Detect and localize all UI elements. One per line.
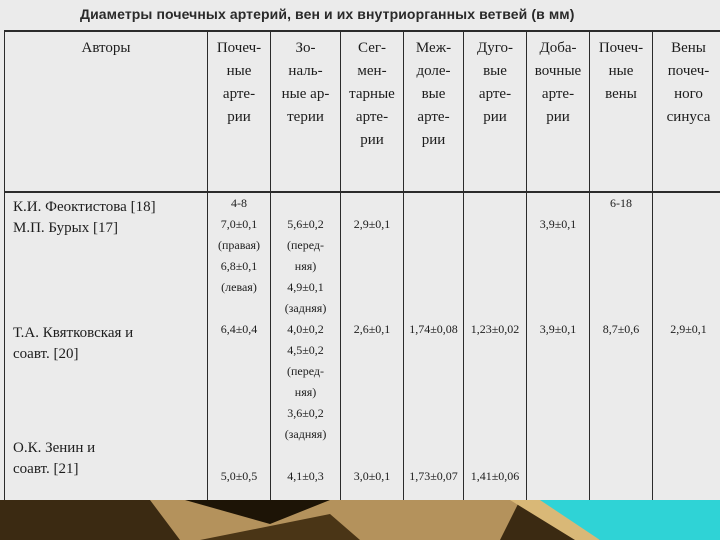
header-accessory-arteries xyxy=(527,31,590,192)
diameter-table xyxy=(4,30,720,500)
table-body-row xyxy=(5,192,720,500)
cell-value xyxy=(527,256,589,277)
cell-value xyxy=(590,403,652,424)
cell-value: 6-18 xyxy=(610,196,632,210)
header-line: мен- xyxy=(357,63,387,79)
cell-value xyxy=(590,256,652,277)
cell-value: 4,0±0,2 xyxy=(287,322,324,336)
cell-value xyxy=(404,214,463,235)
cell-value: 6,4±0,4 xyxy=(220,322,258,336)
cell-value xyxy=(590,235,652,256)
author-name: О.К. Зенин и xyxy=(13,440,96,456)
cell-value xyxy=(404,403,463,424)
cell-value xyxy=(208,403,270,424)
header-line: наль- xyxy=(288,63,323,79)
cell-value xyxy=(653,256,720,277)
header-line: терии xyxy=(287,109,324,125)
zonal-arteries-cell xyxy=(271,192,341,500)
header-line: Дуго- xyxy=(476,40,513,56)
cell-value xyxy=(208,361,270,382)
cell-value xyxy=(208,298,270,319)
header-arcuate-arteries xyxy=(464,31,527,192)
cell-value xyxy=(464,256,526,277)
cell-value xyxy=(527,298,589,319)
cell-value: 1,74±0,08 xyxy=(409,322,458,336)
header-line: почеч- xyxy=(667,63,710,79)
footer-swoosh-graphic xyxy=(0,500,720,540)
cell-value xyxy=(527,235,589,256)
author-name: соавт. [20] xyxy=(13,346,79,362)
cell-value xyxy=(653,445,720,466)
header-line: Зо- xyxy=(295,40,316,56)
header-line: вые xyxy=(421,86,446,102)
cell-value xyxy=(271,193,340,214)
header-line: вые xyxy=(483,63,507,79)
header-line: ного xyxy=(674,86,703,102)
cell-value xyxy=(404,340,463,361)
header-line: синуса xyxy=(666,109,711,125)
cell-value xyxy=(653,466,720,487)
cell-value: няя) xyxy=(294,259,317,273)
cell-value xyxy=(404,424,463,445)
cell-value: 5,0±0,5 xyxy=(220,469,258,483)
cell-value xyxy=(653,235,720,256)
cell-value xyxy=(464,214,526,235)
header-line: тарные xyxy=(349,86,395,102)
cell-value xyxy=(590,361,652,382)
cell-value xyxy=(590,340,652,361)
cell-value xyxy=(404,277,463,298)
cell-value xyxy=(590,382,652,403)
header-line: вочные xyxy=(534,63,582,79)
table-title: Диаметры почечных артерий, вен и их внутриорганных ветвей (в мм) xyxy=(80,6,575,22)
cell-value xyxy=(341,235,403,256)
cell-value xyxy=(208,340,270,361)
cell-value: (перед- xyxy=(286,364,324,378)
cell-value xyxy=(341,277,403,298)
cell-value xyxy=(590,214,652,235)
cell-value xyxy=(341,424,403,445)
cell-value: (перед- xyxy=(286,238,324,252)
cell-value: 4-8 xyxy=(231,196,247,210)
cell-value: 5,6±0,2 xyxy=(287,217,324,231)
header-line: арте- xyxy=(355,109,389,125)
cell-value xyxy=(653,340,720,361)
cell-value xyxy=(341,193,403,214)
arcuate-arteries-cell xyxy=(464,192,527,500)
cell-value: 2,6±0,1 xyxy=(353,322,391,336)
header-line: рии xyxy=(546,109,570,125)
header-line: вены xyxy=(605,86,637,102)
author-name: Т.А. Квятковская и xyxy=(13,325,134,341)
accessory-arteries-cell xyxy=(527,192,590,500)
cell-value: (левая) xyxy=(221,280,257,294)
cell-value xyxy=(271,445,340,466)
cell-value xyxy=(464,403,526,424)
header-line: арте- xyxy=(541,86,575,102)
cell-value xyxy=(590,445,652,466)
author-group-feoktistova-burykh xyxy=(13,197,156,239)
header-line: рии xyxy=(483,109,507,125)
cell-value xyxy=(404,298,463,319)
cell-value: 2,9±0,1 xyxy=(353,217,391,231)
cell-value xyxy=(464,445,526,466)
header-interlobar-arteries xyxy=(404,31,464,192)
cell-value: 3,0±0,1 xyxy=(353,469,391,483)
header-renal-arteries xyxy=(208,31,271,192)
header-line: Сег- xyxy=(358,40,386,56)
header-line: Доба- xyxy=(539,40,577,56)
cell-value xyxy=(527,445,589,466)
cell-value: 1,23±0,02 xyxy=(470,322,520,336)
cell-value xyxy=(341,256,403,277)
cell-value xyxy=(404,382,463,403)
cell-value xyxy=(527,403,589,424)
cell-value xyxy=(464,277,526,298)
cell-value xyxy=(653,193,720,214)
header-row xyxy=(5,31,720,192)
author-name: М.П. Бурых [17] xyxy=(13,220,118,236)
header-line: ные xyxy=(226,63,252,79)
cell-value xyxy=(464,193,526,214)
cell-value: 7,0±0,1 xyxy=(220,217,258,231)
cell-value: 4,1±0,3 xyxy=(287,469,324,483)
cell-value xyxy=(653,277,720,298)
cell-value: 2,9±0,1 xyxy=(670,322,707,336)
cell-value xyxy=(527,361,589,382)
cell-value xyxy=(464,340,526,361)
cell-value xyxy=(653,214,720,235)
cell-value xyxy=(590,424,652,445)
cell-value xyxy=(653,424,720,445)
cell-value: 1,41±0,06 xyxy=(470,469,520,483)
cell-value xyxy=(527,340,589,361)
cell-value xyxy=(404,445,463,466)
cell-value xyxy=(404,256,463,277)
author-name: соавт. [21] xyxy=(13,461,79,477)
header-segmental-arteries xyxy=(341,31,404,192)
cell-value xyxy=(341,403,403,424)
cell-value xyxy=(341,298,403,319)
cell-value: 3,6±0,2 xyxy=(287,406,324,420)
header-line: рии xyxy=(360,132,384,148)
cell-value xyxy=(590,298,652,319)
cell-value: (задняя) xyxy=(284,427,327,441)
cell-value xyxy=(404,361,463,382)
cell-value xyxy=(208,424,270,445)
cell-value xyxy=(527,424,589,445)
author-name: К.И. Феоктистова [18] xyxy=(13,199,156,215)
header-line: ные xyxy=(608,63,634,79)
renal-veins-cell xyxy=(590,192,653,500)
authors-cell xyxy=(5,192,208,500)
header-line: арте- xyxy=(417,109,450,125)
author-group-zenin xyxy=(13,438,95,480)
cell-value xyxy=(590,277,652,298)
cell-value xyxy=(341,445,403,466)
cell-value: (задняя) xyxy=(284,301,327,315)
header-line: арте- xyxy=(478,86,512,102)
header-line: рии xyxy=(227,109,251,125)
header-authors xyxy=(5,31,208,192)
cell-value xyxy=(464,424,526,445)
cell-value xyxy=(464,361,526,382)
header-line: Почеч- xyxy=(598,40,644,56)
cell-value xyxy=(527,382,589,403)
cell-value xyxy=(527,193,589,214)
cell-value xyxy=(653,361,720,382)
author-group-kvyatkovskaya xyxy=(13,323,133,365)
interlobar-arteries-cell xyxy=(404,192,464,500)
slide-footer-decoration xyxy=(0,500,720,540)
cell-value xyxy=(464,298,526,319)
header-zonal-arteries xyxy=(271,31,341,192)
cell-value xyxy=(341,361,403,382)
cell-value xyxy=(653,382,720,403)
header-renal-veins xyxy=(590,31,653,192)
cell-value xyxy=(653,403,720,424)
cell-value xyxy=(404,193,463,214)
header-sinus-veins xyxy=(653,31,720,192)
segmental-arteries-cell xyxy=(341,192,404,500)
cell-value xyxy=(341,382,403,403)
renal-arteries-cell xyxy=(208,192,271,500)
header-line: арте- xyxy=(222,86,256,102)
header-line: Авторы xyxy=(81,40,131,56)
cell-value xyxy=(653,298,720,319)
cell-value: (правая) xyxy=(217,238,261,252)
cell-value: 4,5±0,2 xyxy=(287,343,324,357)
header-line: Почеч- xyxy=(216,40,262,56)
cell-value xyxy=(464,235,526,256)
cell-value xyxy=(208,445,270,466)
cell-value: 3,9±0,1 xyxy=(539,217,577,231)
sinus-veins-cell xyxy=(653,192,720,500)
header-line: ные ар- xyxy=(281,86,330,102)
cell-value: 6,8±0,1 xyxy=(220,259,258,273)
header-line: Вены xyxy=(671,40,706,56)
cell-value xyxy=(208,382,270,403)
cell-value: няя) xyxy=(294,385,317,399)
cell-value xyxy=(590,466,652,487)
header-line: Меж- xyxy=(415,40,452,56)
cell-value xyxy=(404,235,463,256)
cell-value: 3,9±0,1 xyxy=(539,322,577,336)
cell-value: 4,9±0,1 xyxy=(287,280,324,294)
cell-value xyxy=(527,466,589,487)
cell-value xyxy=(527,277,589,298)
cell-value xyxy=(341,340,403,361)
header-line: рии xyxy=(421,132,446,148)
header-line: доле- xyxy=(416,63,451,79)
cell-value: 1,73±0,07 xyxy=(409,469,458,483)
cell-value: 8,7±0,6 xyxy=(602,322,640,336)
cell-value xyxy=(464,382,526,403)
